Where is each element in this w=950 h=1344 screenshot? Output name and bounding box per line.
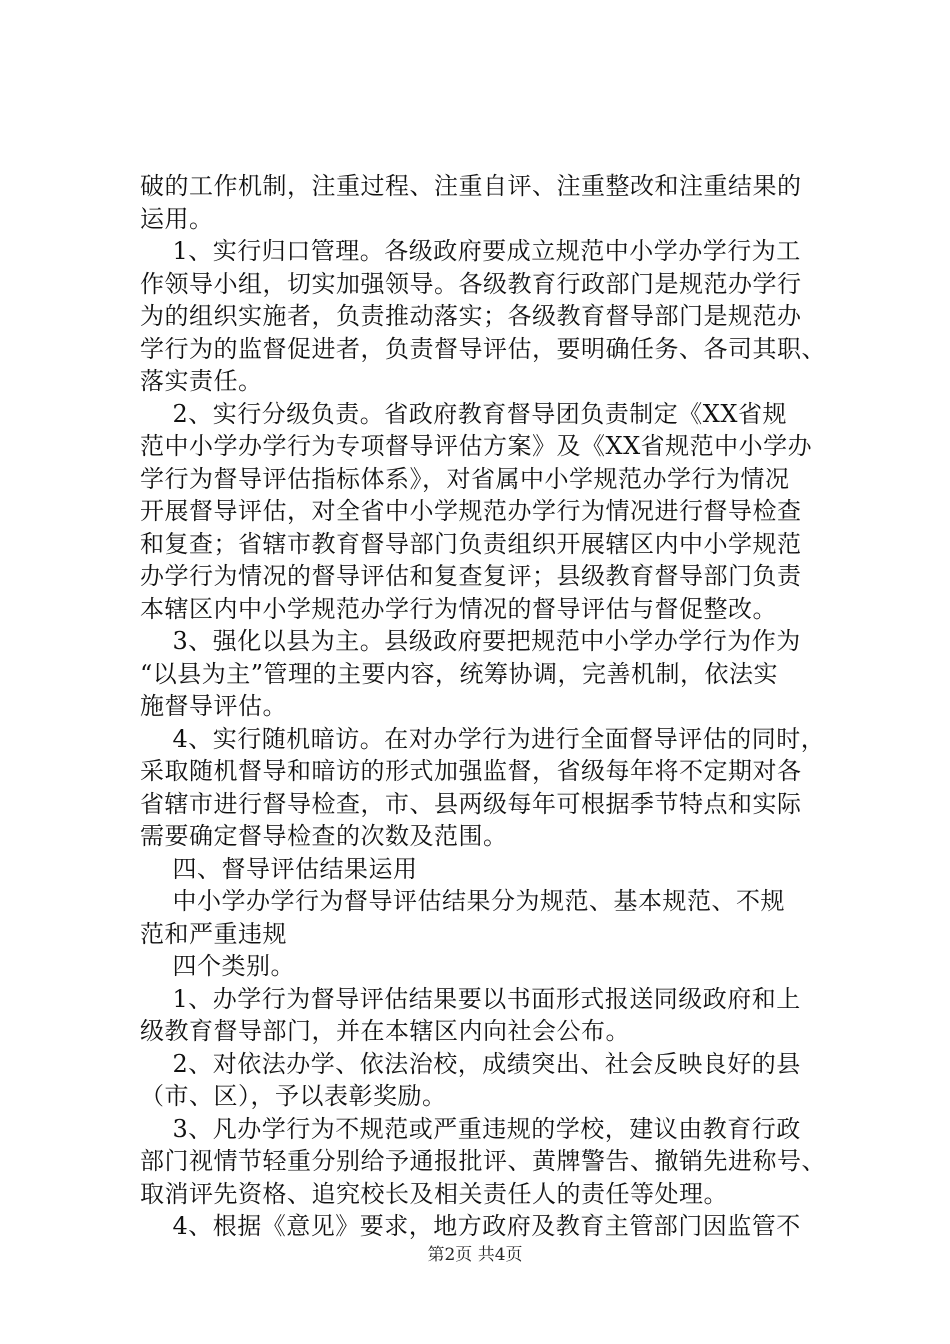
body-text [140, 170, 840, 1243]
page-number-footer: 第2页 共4页 [427, 1245, 523, 1265]
text-line: 为的组织实施者，负责推动落实；各级教育督导部门是规范办 [140, 302, 802, 330]
text-line: 3、强化以县为主。县级政府要把规范中小学办学行为作为 [140, 627, 801, 655]
text-line: 4、根据《意见》要求，地方政府及教育主管部门因监管不 [140, 1212, 801, 1240]
text-line: 落实责任。 [140, 367, 263, 395]
section-heading: 四、督导评估结果运用 [140, 854, 418, 883]
text-line: 部门视情节轻重分别给予通报批评、黄牌警告、撤销先进称号、 [140, 1147, 826, 1175]
text-line: 2、实行分级负责。省政府教育督导团负责制定《XX省规 [140, 399, 787, 428]
text-line: 作领导小组，切实加强领导。各级教育行政部门是规范办学行 [140, 269, 802, 298]
text-line: 1、实行归口管理。各级政府要成立规范中小学办学行为工 [140, 237, 801, 265]
text-line: 1、办学行为督导评估结果要以书面形式报送同级政府和上 [140, 984, 801, 1013]
text-line: 2、对依法办学、依法治校，成绩突出、社会反映良好的县 [140, 1049, 801, 1078]
text-line: 省辖市进行督导检查，市、县两级每年可根据季节特点和实际 [140, 789, 802, 818]
text-line: 破的工作机制，注重过程、注重自评、注重整改和注重结果的 [140, 172, 802, 200]
text-line: 本辖区内中小学规范办学行为情况的督导评估与督促整改。 [140, 594, 777, 623]
text-line: 范和严重违规 [140, 919, 287, 948]
text-line: 3、凡办学行为不规范或严重违规的学校，建议由教育行政 [140, 1114, 801, 1143]
text-line: 范中小学办学行为专项督导评估方案》及《XX省规范中小学办 [140, 432, 813, 460]
text-line: 办学行为情况的督导评估和复查复评；县级教育督导部门负责 [140, 562, 802, 590]
text-line: 需要确定督导检查的次数及范围。 [140, 822, 508, 850]
text-line: 和复查；省辖市教育督导部门负责组织开展辖区内中小学规范 [140, 529, 802, 558]
text-line: “以县为主”管理的主要内容，统筹协调，完善机制，依法实 [140, 659, 779, 688]
text-line: 4、实行随机暗访。在对办学行为进行全面督导评估的同时， [140, 724, 826, 753]
text-line: （市、区），予以表彰奖励。 [140, 1082, 447, 1110]
text-line: 采取随机督导和暗访的形式加强监督，省级每年将不定期对各 [140, 757, 802, 785]
text-line: 取消评先资格、追究校长及相关责任人的责任等处理。 [140, 1179, 728, 1208]
text-line: 中小学办学行为督导评估结果分为规范、基本规范、不规 [140, 887, 786, 915]
text-line: 四个类别。 [140, 952, 296, 980]
text-line: 学行为督导评估指标体系》，对省属中小学规范办学行为情况 [140, 464, 790, 493]
text-line: 施督导评估。 [140, 692, 287, 720]
text-line: 级教育督导部门，并在本辖区内向社会公布。 [140, 1017, 630, 1045]
text-line: 开展督导评估，对全省中小学规范办学行为情况进行督导检查 [140, 497, 802, 525]
text-line: 学行为的监督促进者，负责督导评估，要明确任务、各司其职、 [140, 334, 826, 363]
text-line: 运用。 [140, 204, 214, 233]
